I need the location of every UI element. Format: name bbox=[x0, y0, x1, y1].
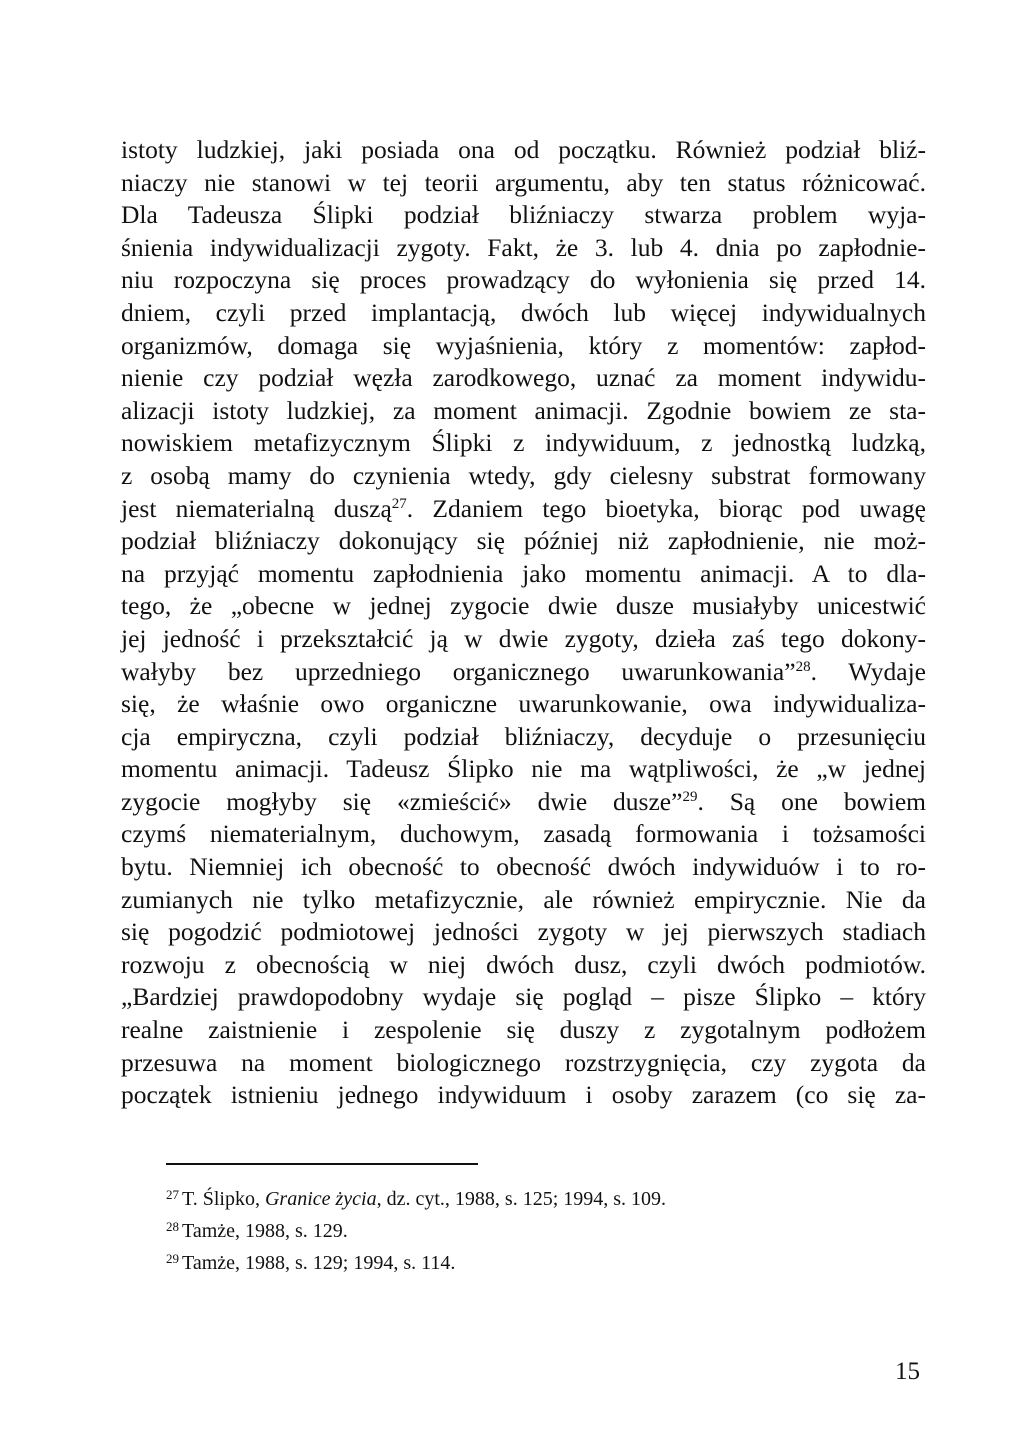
footnote-reference: 27 bbox=[391, 495, 407, 512]
footnote-number: 27 bbox=[166, 1187, 179, 1202]
page-number: 15 bbox=[895, 1358, 920, 1385]
body-line: dniem, czyli przed implantacją, dwóch lub więcej indywidualnych bbox=[121, 297, 926, 327]
body-line: organizmów, domaga się wyjaśnienia, który z momentów: zapłod- bbox=[121, 330, 926, 360]
body-line: nienie czy podział węzła zarodkowego, uznać za moment indywidu- bbox=[121, 363, 926, 393]
body-line: momentu animacji. Tadeusz Ślipko nie ma wątpliwości, że „w jednej bbox=[121, 754, 926, 784]
footnotes bbox=[166, 1181, 866, 1277]
body-line: realne zaistnienie i zespolenie się duszy z zygotalnym podłożem bbox=[121, 1015, 926, 1045]
footnote-reference: 29 bbox=[682, 788, 698, 805]
body-line: Dla Tadeusza Ślipki podział bliźniaczy stwarza problem wyja- bbox=[121, 200, 926, 230]
body-line: zumianych nie tylko metafizycznie, ale również empirycznie. Nie da bbox=[121, 884, 926, 914]
body-line: się pogodzić podmiotowej jedności zygoty w jej pierwszych stadiach bbox=[121, 917, 926, 947]
body-line: niaczy nie stanowi w tej teorii argumentu, aby ten status różnicować. bbox=[121, 167, 926, 197]
footnote-separator bbox=[166, 1163, 478, 1165]
body-line: „Bardziej prawdopodobny wydaje się pogląd – pisze Ślipko – który bbox=[121, 982, 926, 1012]
body-line: z osobą mamy do czynienia wtedy, gdy cielesny substrat formowany bbox=[121, 460, 926, 490]
body-line: niu rozpoczyna się proces prowadzący do wyłonienia się przed 14. bbox=[121, 265, 926, 295]
footnote-number: 28 bbox=[166, 1219, 179, 1234]
body-line: na przyjąć momentu zapłodnienia jako momentu animacji. A to dla- bbox=[121, 558, 926, 588]
body-line: jest niematerialną duszą$^{27}$. Zdaniem tego bioetyka, biorąc pod uwagę bbox=[121, 493, 927, 523]
body-line: czymś niematerialnym, duchowym, zasadą formowania i tożsamości bbox=[121, 819, 926, 849]
body-line: jej jedność i przekształcić ją w dwie zygoty, dzieła zaś tego dokony- bbox=[121, 623, 926, 653]
body-line: przesuwa na moment biologicznego rozstrzygnięcia, czy zygota da bbox=[121, 1047, 926, 1077]
body-line: początek istnieniu jednego indywiduum i osoby zarazem (co się za- bbox=[121, 1080, 926, 1110]
footnote-title: Granice życia bbox=[264, 1188, 377, 1210]
body-line: nowiskiem metafizycznym Ślipki z indywiduum, z jednostką ludzką, bbox=[121, 428, 926, 458]
footnote-29: $^{29}$ Tamże, 1988, s. 129; 1994, s. 114. bbox=[166, 1251, 456, 1274]
body-line: bytu. Niemniej ich obecność to obecność dwóch indywiduów i to ro- bbox=[121, 852, 926, 882]
body-line: zygocie mogłyby się «zmieścić» dwie dusze”$^{29}$. Są one bowiem bbox=[121, 786, 926, 816]
footnote-reference: 28 bbox=[795, 658, 811, 675]
body-line: wałyby bez uprzedniego organicznego uwarunkowania”$^{28}$. Wydaje bbox=[121, 656, 927, 686]
footnote-number: 29 bbox=[166, 1251, 179, 1266]
body-line: się, że właśnie owo organiczne uwarunkowanie, owa indywidualiza- bbox=[121, 689, 926, 719]
body-line: śnienia indywidualizacji zygoty. Fakt, że 3. lub 4. dnia po zapłodnie- bbox=[121, 232, 926, 262]
body-line: istoty ludzkiej, jaki posiada ona od początku. Również podział bliź- bbox=[121, 135, 926, 164]
footnote-27: $^{27}$ T. Ślipko, Granice życia, dz. cyt., 1988, s. 125; 1994, s. 109. bbox=[166, 1187, 667, 1210]
body-line: cja empiryczna, czyli podział bliźniaczy, decyduje o przesunięciu bbox=[121, 721, 926, 751]
body-line: tego, że „obecne w jednej zygocie dwie dusze musiałyby unicestwić bbox=[121, 591, 926, 621]
body-line: rozwoju z obecnością w niej dwóch dusz, czyli dwóch podmiotów. bbox=[121, 949, 926, 979]
footnote-28: $^{28}$ Tamże, 1988, s. 129. bbox=[166, 1219, 348, 1242]
body-line: podział bliźniaczy dokonujący się później niż zapłodnienie, nie moż- bbox=[121, 526, 926, 556]
body-line: alizacji istoty ludzkiej, za moment animacji. Zgodnie bowiem ze sta- bbox=[121, 395, 926, 425]
body-text bbox=[121, 134, 926, 1112]
